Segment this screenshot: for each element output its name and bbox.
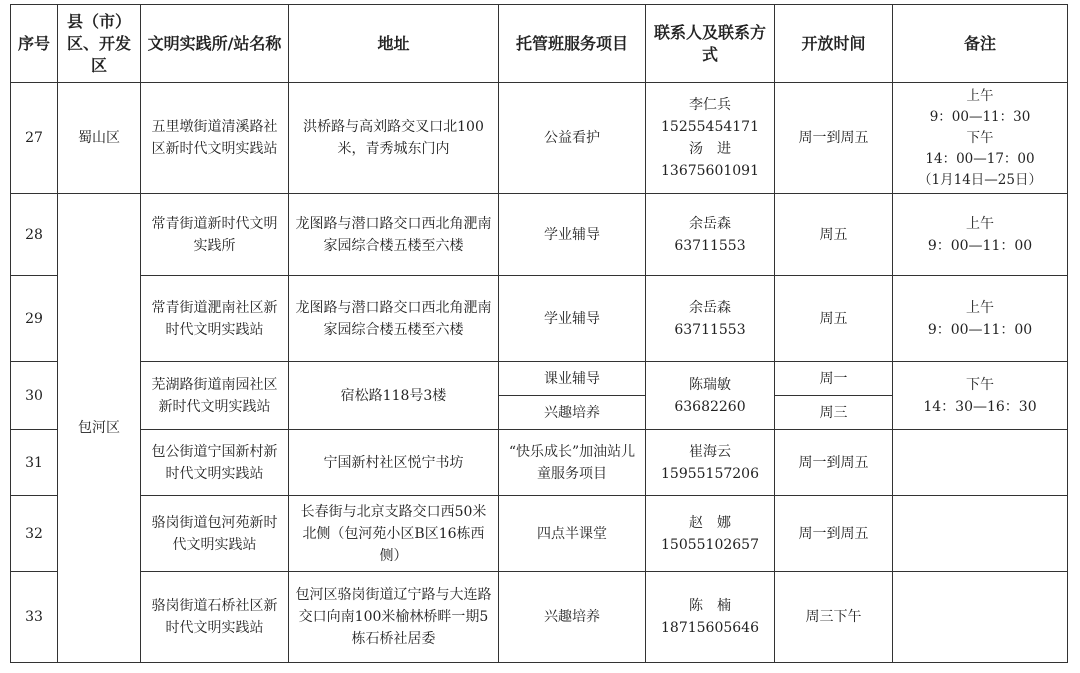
notes-cell [893, 362, 1068, 430]
table-row [11, 362, 1068, 396]
contact-line: 63711553 [674, 321, 746, 338]
header-district: 县（市）区、开发区 [58, 5, 141, 83]
station-cell: 骆岗街道包河苑新时代文明实践站 [141, 496, 289, 572]
notes-line: 14：30—16：30 [923, 398, 1037, 415]
contact-line: 余岳森 [689, 215, 731, 232]
hours-cell: 周三 [775, 396, 893, 430]
notes-line: 9：00—11：00 [927, 321, 1033, 338]
header-address: 地址 [289, 5, 499, 83]
seq-cell: 31 [11, 430, 58, 496]
station-cell: 芜湖路街道南园社区新时代文明实践站 [141, 362, 289, 430]
service-cell: 四点半课堂 [499, 496, 646, 572]
service-cell: 学业辅导 [499, 276, 646, 362]
seq-cell: 33 [11, 572, 58, 663]
address-cell: 龙图路与潜口路交口西北角淝南家园综合楼五楼至六楼 [289, 276, 499, 362]
notes-line: 上午 [966, 215, 994, 232]
address-cell: 长春街与北京支路交口西50米北侧（包河苑小区B区16栋西侧） [289, 496, 499, 572]
address-cell: 龙图路与潜口路交口西北角淝南家园综合楼五楼至六楼 [289, 194, 499, 276]
hours-cell: 周一到周五 [775, 83, 893, 194]
notes-line: 上午 [966, 299, 994, 316]
contact-cell [646, 276, 775, 362]
hours-cell: 周三下午 [775, 572, 893, 663]
table-row [11, 430, 1068, 496]
hours-cell: 周一到周五 [775, 496, 893, 572]
seq-cell: 29 [11, 276, 58, 362]
service-cell: 学业辅导 [499, 194, 646, 276]
station-cell: 常青街道淝南社区新时代文明实践站 [141, 276, 289, 362]
station-cell: 骆岗街道石桥社区新时代文明实践站 [141, 572, 289, 663]
contact-line: 15955157206 [661, 465, 759, 482]
table-row [11, 194, 1068, 276]
header-notes: 备注 [893, 5, 1068, 83]
header-seq: 序号 [11, 5, 58, 83]
table-row [11, 572, 1068, 663]
contact-line: 崔海云 [689, 443, 731, 460]
notes-cell [893, 430, 1068, 496]
contact-cell [646, 83, 775, 194]
station-cell: 常青街道新时代文明实践所 [141, 194, 289, 276]
notes-line: 9：00—11：00 [927, 237, 1033, 254]
contact-line: 18715605646 [661, 620, 759, 636]
service-cell: 兴趣培养 [499, 396, 646, 430]
header-station: 文明实践所/站名称 [141, 5, 289, 83]
contact-line: 13675601091 [661, 163, 759, 179]
header-row [11, 5, 1068, 83]
header-contact: 联系人及联系方式 [646, 5, 775, 83]
contact-line: 15255454171 [661, 119, 759, 135]
header-hours: 开放时间 [775, 5, 893, 83]
address-cell: 包河区骆岗街道辽宁路与大连路交口向南100米榆林桥畔一期5栋石桥社居委 [289, 572, 499, 663]
contact-line: 陈 楠 [689, 598, 731, 614]
notes-cell [893, 194, 1068, 276]
seq-cell: 32 [11, 496, 58, 572]
seq-cell: 27 [11, 83, 58, 194]
contact-cell [646, 430, 775, 496]
contact-cell [646, 194, 775, 276]
contact-cell [646, 496, 775, 572]
notes-line: 14：00—17：00 [925, 150, 1035, 167]
notes-cell [893, 496, 1068, 572]
notes-cell [893, 83, 1068, 194]
contact-line: 余岳森 [689, 299, 731, 316]
service-cell: “快乐成长”加油站儿童服务项目 [499, 430, 646, 496]
contact-cell [646, 572, 775, 663]
header-service: 托管班服务项目 [499, 5, 646, 83]
table-row [11, 83, 1068, 194]
hours-cell: 周一 [775, 362, 893, 396]
table-row [11, 276, 1068, 362]
contact-line: 15055102657 [661, 536, 759, 553]
notes-line: 9：00—11：30 [929, 108, 1031, 125]
contact-line: 陈瑞敏 [689, 376, 731, 393]
contact-line: 63711553 [674, 237, 746, 254]
notes-line: 上午 [966, 87, 994, 104]
address-cell: 宿松路118号3楼 [289, 362, 499, 430]
station-cell: 包公街道宁国新村新时代文明实践站 [141, 430, 289, 496]
table-row [11, 496, 1068, 572]
seq-cell: 30 [11, 362, 58, 430]
service-cell: 公益看护 [499, 83, 646, 194]
contact-line: 李仁兵 [689, 97, 731, 113]
notes-cell [893, 276, 1068, 362]
notes-line: 下午 [966, 376, 994, 393]
seq-cell: 28 [11, 194, 58, 276]
address-cell: 宁国新村社区悦宁书坊 [289, 430, 499, 496]
hours-cell: 周五 [775, 194, 893, 276]
notes-line: 下午 [966, 129, 994, 146]
contact-line: 汤 进 [689, 141, 731, 157]
contact-cell [646, 362, 775, 430]
hours-cell: 周五 [775, 276, 893, 362]
contact-line: 赵 娜 [689, 514, 731, 531]
notes-line: （1月14日—25日） [918, 171, 1042, 188]
practice-station-table [10, 4, 1068, 663]
address-cell: 洪桥路与高刘路交叉口北100米，青秀城东门内 [289, 83, 499, 194]
service-cell: 兴趣培养 [499, 572, 646, 663]
district-cell: 包河区 [58, 194, 141, 663]
district-cell: 蜀山区 [58, 83, 141, 194]
notes-cell [893, 572, 1068, 663]
contact-line: 63682260 [674, 398, 746, 415]
station-cell: 五里墩街道清溪路社区新时代文明实践站 [141, 83, 289, 194]
service-cell: 课业辅导 [499, 362, 646, 396]
hours-cell: 周一到周五 [775, 430, 893, 496]
